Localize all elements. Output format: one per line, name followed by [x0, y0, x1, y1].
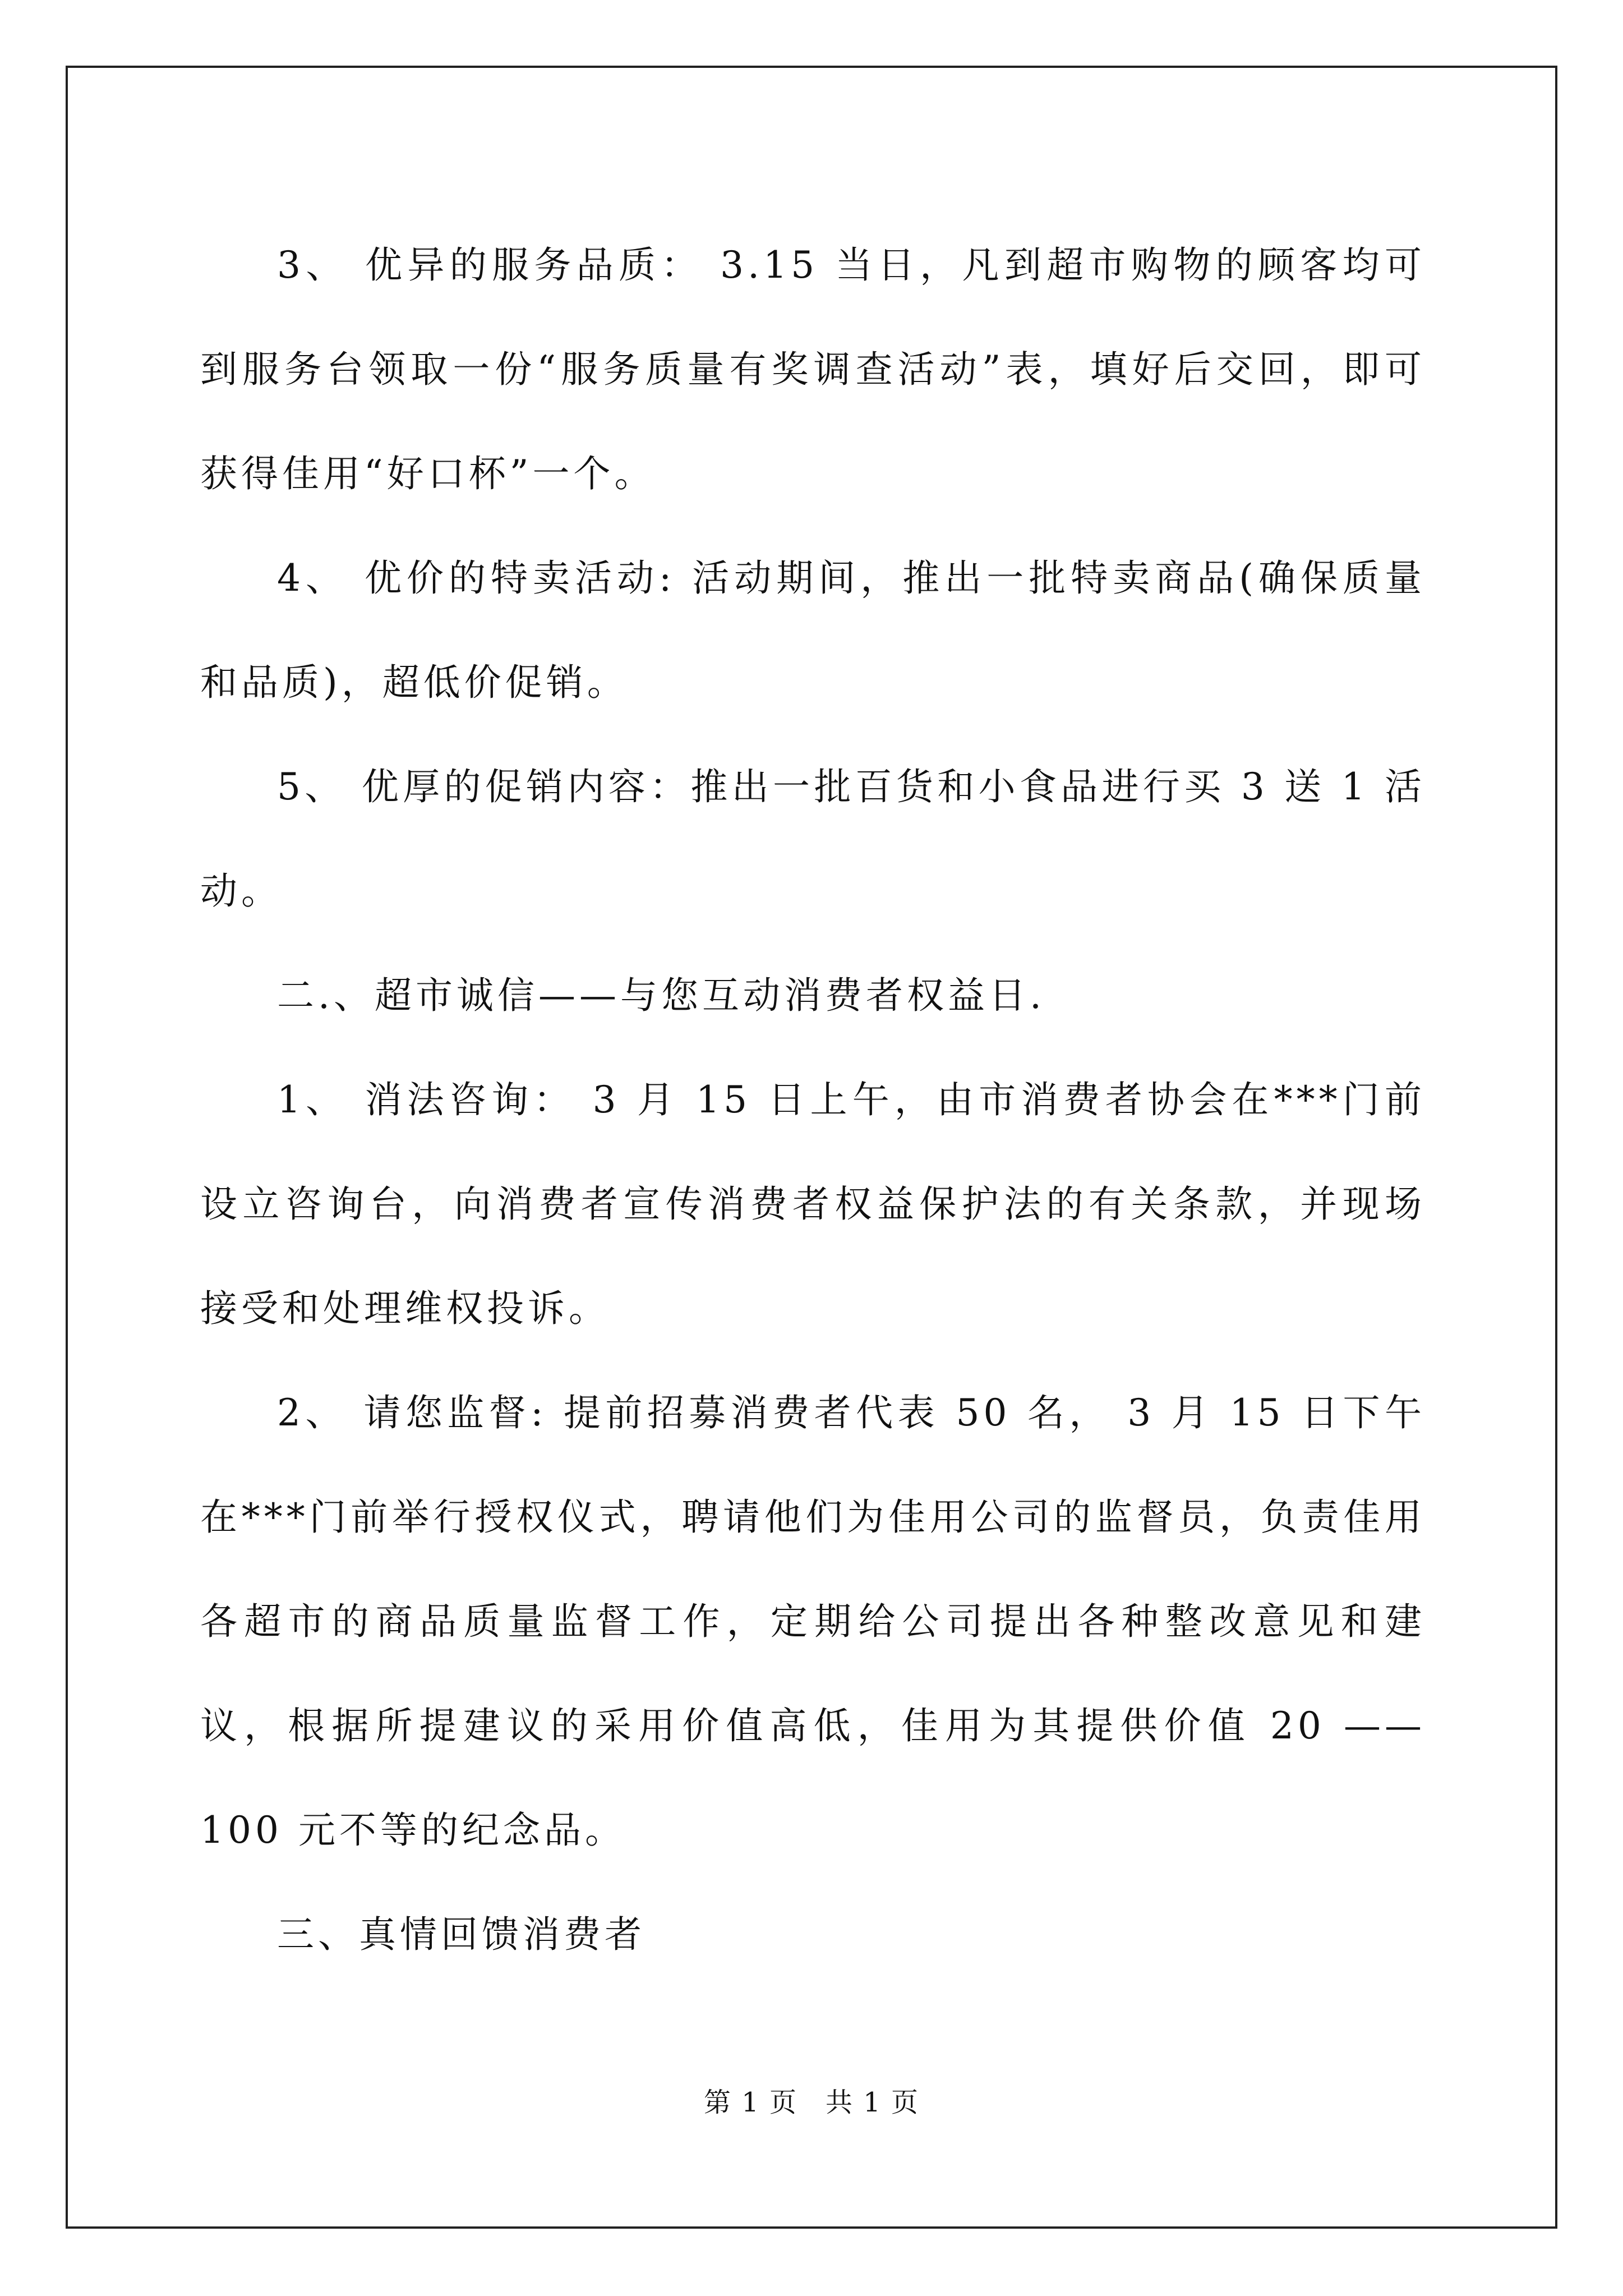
paragraph-item-4: 4、 优价的特卖活动: 活动期间，推出一批特卖商品(确保质量和品质)，超低价促销。	[200, 556, 1426, 704]
section-heading-2: 二.、超市诚信——与您互动消费者权益日.	[277, 974, 1045, 1017]
paragraph-item-3: 3、 优异的服务品质： 3.15 当日，凡到超市购物的顾客均可到服务台领取一份“服务质量有奖调查活动”表，填好后交回，即可获得佳用“好口杯”一个。	[200, 243, 1426, 495]
document-body	[200, 213, 1426, 1987]
paragraph-supervision: 2、 请您监督: 提前招募消费者代表 50 名， 3 月 15 日下午在***门前举行授权仪式，聘请他们为佳用公司的监督员，负责佳用各超市的商品质量监督工作，定期给公司提出各种整改意见和建议，根据所提建议的采用价值高低，佳用为其提供价值 20 —— 100 元不等的纪念品。	[200, 1391, 1426, 1852]
page-footer	[0, 2086, 1623, 2119]
section-heading-3: 三、真情回馈消费者	[277, 1913, 645, 1956]
page-number: 第 1 页	[703, 2087, 797, 2118]
paragraph-item-5: 5、 优厚的促销内容：推出一批百货和小食品进行买 3 送 1 活动。	[200, 765, 1426, 913]
page-total: 共 1 页	[826, 2087, 920, 2118]
paragraph-consultation: 1、 消法咨询： 3 月 15 日上午，由市消费者协会在***门前设立咨询台，向消费者宣传消费者权益保护法的有关条款，并现场接受和处理维权投诉。	[200, 1078, 1426, 1330]
